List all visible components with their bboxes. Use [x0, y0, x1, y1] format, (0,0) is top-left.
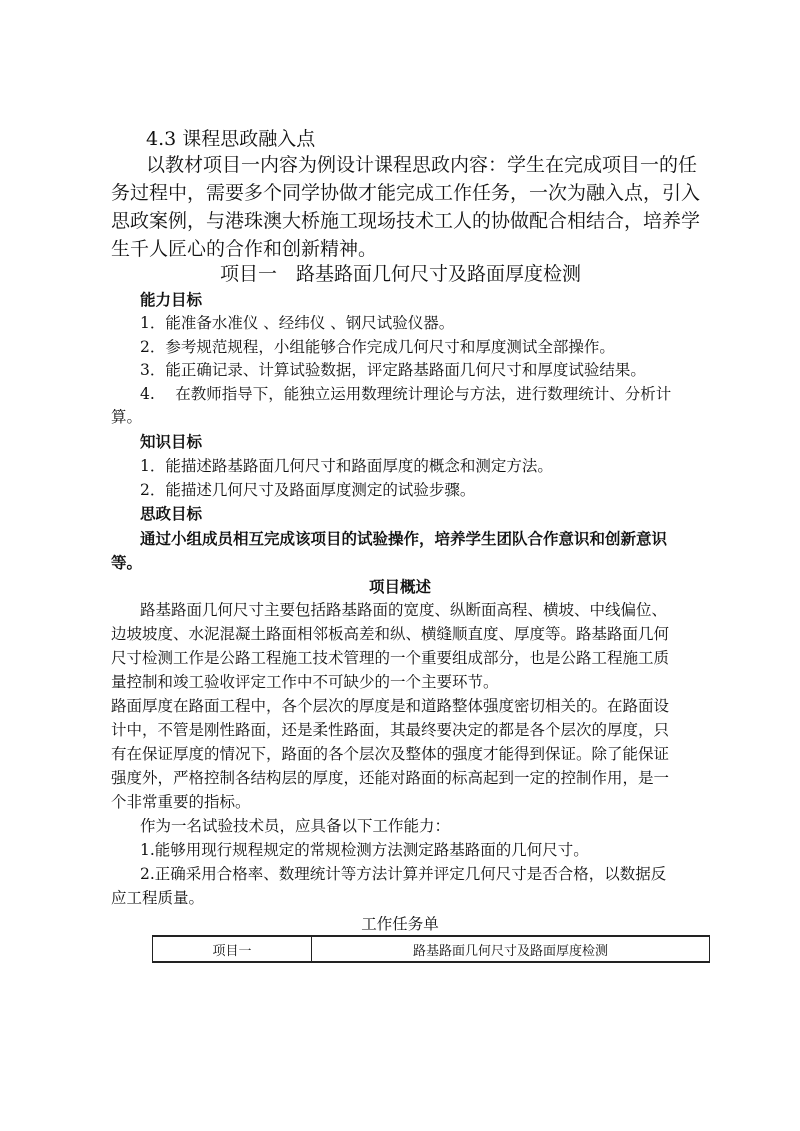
ideology-line: 等。: [111, 553, 143, 572]
overview-line: 有在保证厚度的情况下，路面的各个层次及整体的强度才能得到保证。除了能保证: [111, 745, 670, 763]
overview-line: 应工程质量。: [111, 889, 205, 907]
overview-line: 2.正确采用合格率、数理统计等方法计算并评定几何尺寸是否合格，以数据反: [140, 865, 667, 883]
ability-line: 2．参考规范规程，小组能够合作完成几何尺寸和厚度测试全部操作。: [140, 338, 615, 356]
task-sheet-row-label: 项目一: [153, 937, 312, 961]
section-heading: 4.3 课程思政融入点: [146, 128, 316, 150]
overview-line: 强度外，严格控制各结构层的厚度，还能对路面的标高起到一定的控制作用，是一: [111, 769, 670, 787]
intro-line: 以教材项目一内容为例设计课程思政内容：学生在完成项目一的任: [146, 154, 698, 176]
overview-line: 路基路面几何尺寸主要包括路基路面的宽度、纵断面高程、横坡、中线偏位、: [140, 601, 668, 619]
overview-line: 边坡坡度、水泥混凝土路面相邻板高差和纵、横缝顺直度、厚度等。路基路面几何: [111, 625, 670, 643]
intro-line: 思政案例，与港珠澳大桥施工现场技术工人的协做配合相结合，培养学: [111, 210, 701, 232]
overview-line: 尺寸检测工作是公路工程施工技术管理的一个重要组成部分，也是公路工程施工质: [111, 649, 670, 667]
ideology-line: 通过小组成员相互完成该项目的试验操作，培养学生团队合作意识和创新意识: [140, 529, 668, 548]
ability-heading: 能力目标: [140, 290, 203, 309]
knowledge-line: 2．能描述几何尺寸及路面厚度测定的试验步骤。: [140, 481, 476, 499]
knowledge-line: 1．能描述路基路面几何尺寸和路面厚度的概念和测定方法。: [140, 457, 553, 475]
overview-heading: 项目概述: [368, 577, 431, 596]
intro-line: 生千人匠心的合作和创新精神。: [111, 238, 378, 260]
overview-line: 1.能够用现行规程规定的常规检测方法测定路基路面的几何尺寸。: [140, 841, 589, 859]
task-sheet-row-value: 路基路面几何尺寸及路面厚度检测: [412, 943, 608, 959]
overview-line: 计中，不管是刚性路面，还是柔性路面，其最终要决定的都是各个层次的厚度，只: [111, 721, 670, 739]
task-sheet-caption: 工作任务单: [361, 915, 439, 933]
project-title: 项目一 路基路面几何尺寸及路面厚度检测: [220, 263, 582, 285]
ability-line: 1．能准备水准仪 、经纬仪 、钢尺试验仪器。: [140, 314, 455, 332]
ideology-heading: 思政目标: [140, 504, 203, 523]
ability-line: 算。: [111, 408, 143, 426]
knowledge-heading: 知识目标: [140, 432, 203, 451]
overview-line: 作为一名试验技术员，应具备以下工作能力：: [140, 817, 451, 835]
ability-line: 3．能正确记录、计算试验数据，评定路基路面几何尺寸和厚度试验结果。: [140, 361, 646, 379]
intro-line: 务过程中，需要多个同学协做才能完成工作任务，一次为融入点，引入: [111, 182, 701, 204]
ability-line: 4. 在教师指导下，能独立运用数理统计理论与方法，进行数理统计、分析计: [140, 385, 672, 403]
task-sheet-table: [152, 935, 710, 963]
overview-line: 个非常重要的指标。: [111, 793, 251, 811]
overview-line: 量控制和竣工验收评定工作中不可缺少的一个主要环节。: [111, 673, 499, 691]
overview-line: 路面厚度在路面工程中，各个层次的厚度是和道路整体强度密切相关的。在路面设: [111, 697, 670, 715]
